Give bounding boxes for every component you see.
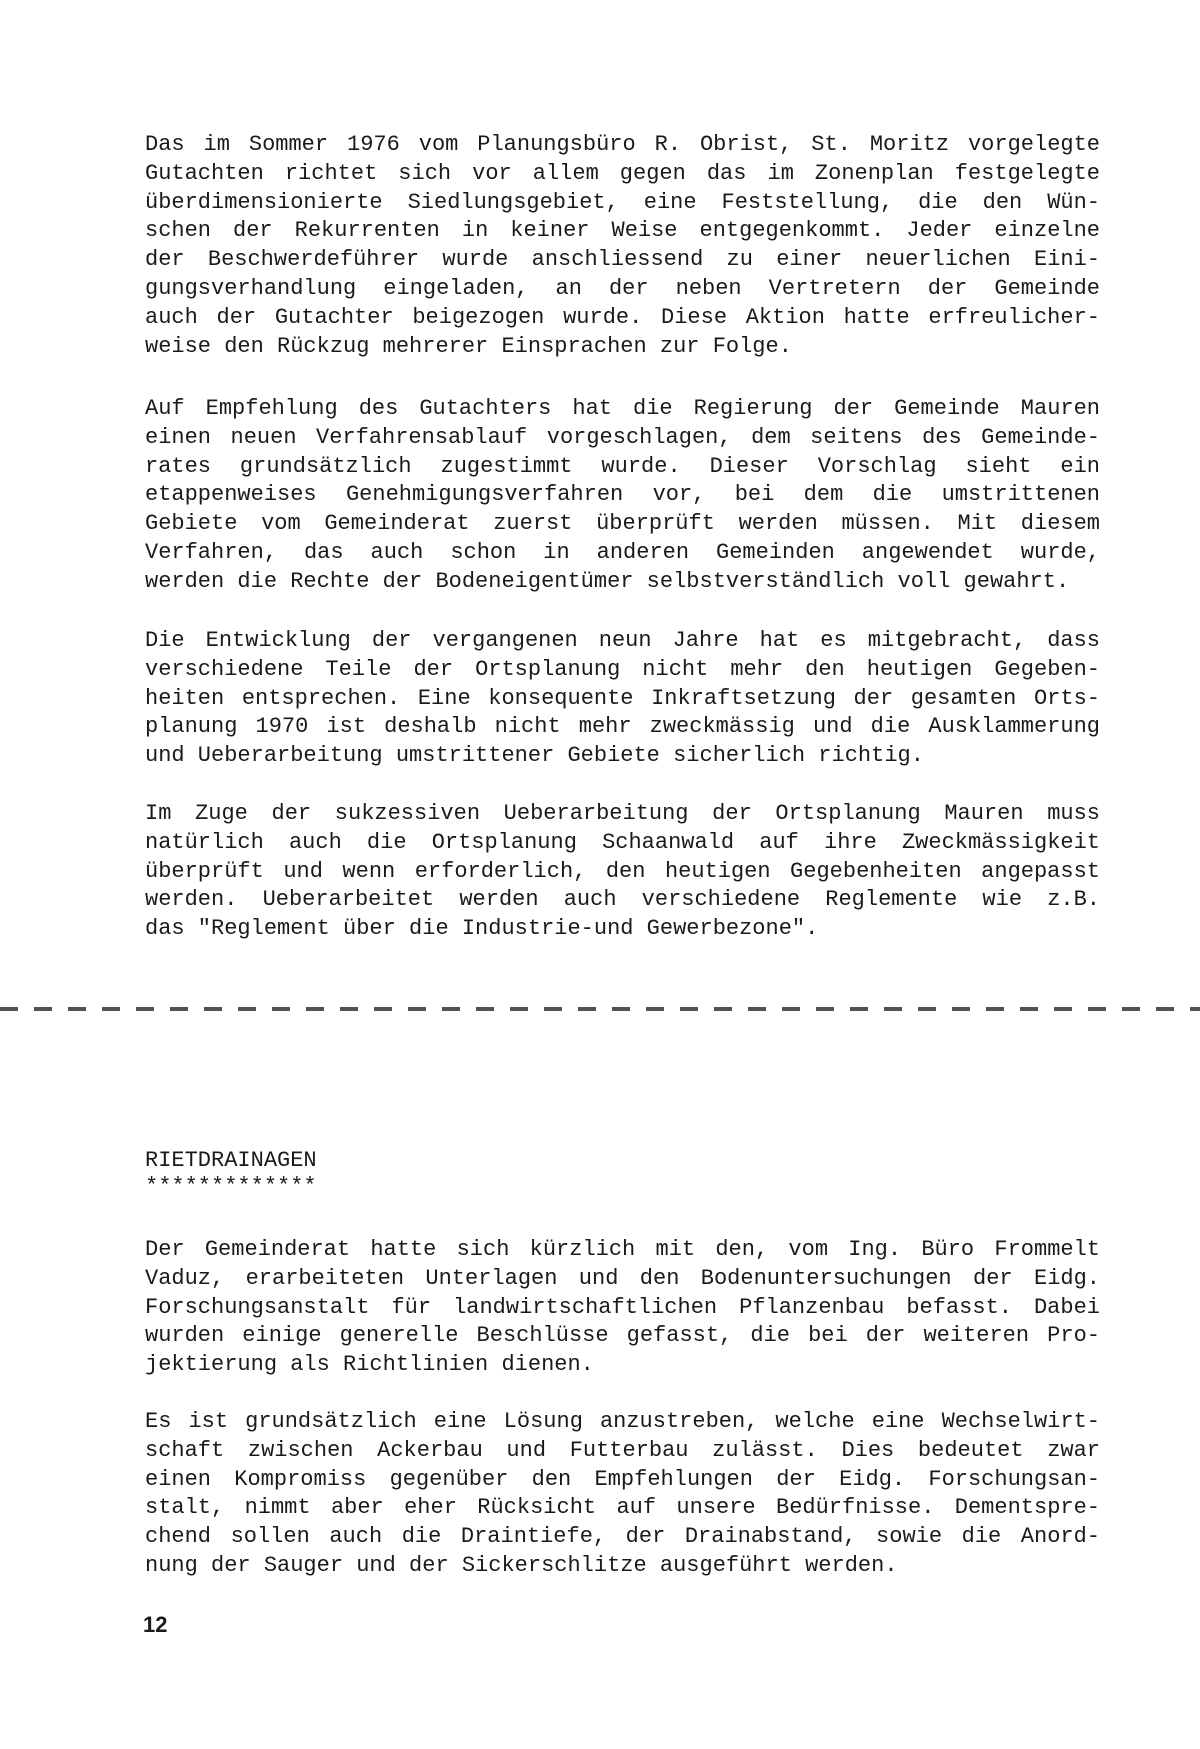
- text-line: jektierung als Richtlinien dienen.: [145, 1352, 594, 1378]
- text-line: gungsverhandlung eingeladen, an der neben Vertretern der Gemeinde: [145, 275, 1100, 301]
- section-heading: [145, 1148, 1100, 1200]
- text-line: einen Kompromiss gegenüber den Empfehlungen der Eidg. Forschungsan-: [145, 1466, 1100, 1492]
- text-line: Das im Sommer 1976 vom Planungsbüro R. Obrist, St. Moritz vorgelegte: [145, 132, 1100, 157]
- text-line: einen neuen Verfahrensablauf vorgeschlagen, dem seitens des Gemeinde-: [145, 424, 1100, 450]
- text-line: heiten entsprechen. Eine konsequente Inkraftsetzung der gesamten Orts-: [145, 685, 1100, 711]
- paragraph-6: [145, 1408, 1100, 1581]
- text-line: weise den Rückzug mehrerer Einsprachen zur Folge.: [145, 333, 792, 359]
- paragraph-2: [145, 395, 1100, 597]
- text-line: und Ueberarbeitung umstrittener Gebiete sicherlich richtig.: [145, 743, 924, 769]
- text-line: etappenweises Genehmigungsverfahren vor, bei dem die umstrittenen: [145, 482, 1100, 508]
- text-line: werden. Ueberarbeitet werden auch verschiedene Reglemente wie z.B.: [145, 887, 1100, 913]
- text-line: Verfahren, das auch schon in anderen Gemeinden angewendet wurde,: [145, 539, 1100, 565]
- text-line: Auf Empfehlung des Gutachters hat die Regierung der Gemeinde Mauren: [145, 396, 1100, 421]
- paragraph-1: [145, 131, 1100, 361]
- text-line: nung der Sauger und der Sickerschlitze ausgeführt werden.: [145, 1552, 898, 1578]
- heading-title: RIETDRAINAGEN: [145, 1148, 317, 1173]
- text-line: werden die Rechte der Bodeneigentümer selbstverständlich voll gewahrt.: [145, 568, 1070, 594]
- text-line: schaft zwischen Ackerbau und Futterbau zulässt. Dies bedeutet zwar: [145, 1437, 1100, 1463]
- text-line: planung 1970 ist deshalb nicht mehr zweckmässig und die Ausklammerung: [145, 714, 1100, 740]
- text-line: Die Entwicklung der vergangenen neun Jahre hat es mitgebracht, dass: [145, 628, 1100, 653]
- text-line: Gebiete vom Gemeinderat zuerst überprüft werden müssen. Mit diesem: [145, 511, 1100, 537]
- paragraph-5: [145, 1236, 1100, 1380]
- text-line: der Beschwerdeführer wurde anschliessend zu einer neuerlichen Eini-: [145, 247, 1100, 273]
- page-number: 12: [143, 1612, 168, 1637]
- text-line: rates grundsätzlich zugestimmt wurde. Dieser Vorschlag sieht ein: [145, 453, 1100, 479]
- text-line: verschiedene Teile der Ortsplanung nicht mehr den heutigen Gegeben-: [145, 656, 1100, 682]
- heading-underline: *************: [145, 1174, 317, 1199]
- text-line: Es ist grundsätzlich eine Lösung anzustreben, welche eine Wechselwirt-: [145, 1409, 1100, 1434]
- text-line: Im Zuge der sukzessiven Ueberarbeitung der Ortsplanung Mauren muss: [145, 801, 1100, 826]
- text-line: chend sollen auch die Draintiefe, der Drainabstand, sowie die Anord-: [145, 1524, 1100, 1550]
- text-line: schen der Rekurrenten in keiner Weise entgegenkommt. Jeder einzelne: [145, 218, 1100, 244]
- text-line: wurden einige generelle Beschlüsse gefasst, die bei der weiteren Pro-: [145, 1323, 1100, 1349]
- text-line: natürlich auch die Ortsplanung Schaanwald auf ihre Zweckmässigkeit: [145, 829, 1100, 855]
- text-line: stalt, nimmt aber eher Rücksicht auf unsere Bedürfnisse. Dementspre-: [145, 1495, 1100, 1521]
- text-line: Gutachten richtet sich vor allem gegen das im Zonenplan festgelegte: [145, 160, 1100, 186]
- paragraph-3: [145, 627, 1100, 771]
- dashed-divider: [0, 1007, 1200, 1011]
- text-line: das "Reglement über die Industrie-und Gewerbezone".: [145, 916, 819, 942]
- text-line: Der Gemeinderat hatte sich kürzlich mit den, vom Ing. Büro Frommelt: [145, 1237, 1100, 1262]
- paragraph-4: [145, 800, 1100, 944]
- text-line: Forschungsanstalt für landwirtschaftlichen Pflanzenbau befasst. Dabei: [145, 1294, 1100, 1320]
- text-line: überdimensionierte Siedlungsgebiet, eine Feststellung, die den Wün-: [145, 189, 1100, 215]
- text-line: auch der Gutachter beigezogen wurde. Diese Aktion hatte erfreulicher-: [145, 304, 1100, 330]
- text-line: Vaduz, erarbeiteten Unterlagen und den Bodenuntersuchungen der Eidg.: [145, 1265, 1100, 1291]
- text-line: überprüft und wenn erforderlich, den heutigen Gegebenheiten angepasst: [145, 858, 1100, 884]
